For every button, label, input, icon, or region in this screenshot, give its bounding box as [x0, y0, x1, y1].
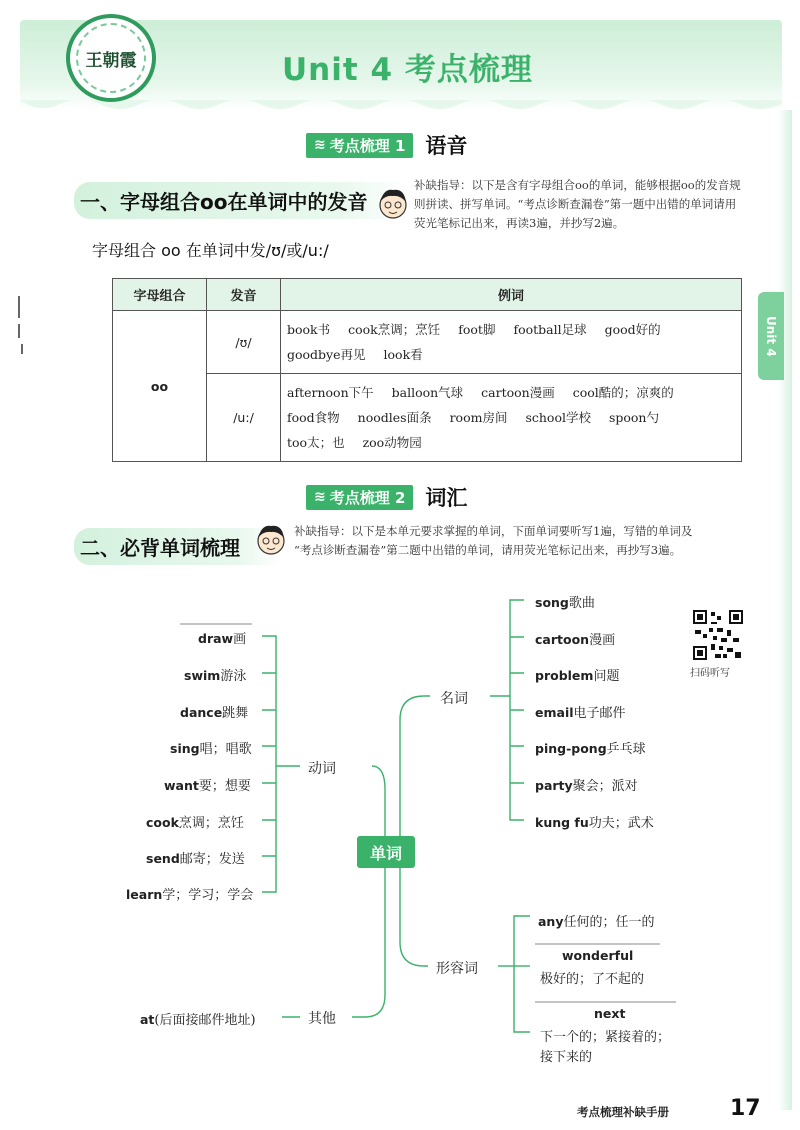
word-en: problem	[535, 668, 594, 683]
example-word: food食物	[287, 410, 340, 425]
word-zh: 功夫；武术	[588, 816, 654, 831]
letter-combo-cell: oo	[113, 311, 207, 462]
example-word: good好的	[604, 322, 661, 337]
table-header: 例词	[281, 279, 742, 311]
example-word: school学校	[525, 410, 591, 425]
noun-item	[535, 812, 654, 831]
example-word: too太；也	[287, 435, 345, 450]
word-en: email	[535, 705, 574, 720]
word-zh: 画	[233, 632, 247, 647]
adjective-item-en	[562, 948, 633, 964]
branch-verbs: 动词	[300, 756, 344, 780]
word-en: party	[535, 778, 573, 793]
example-word: cartoon漫画	[481, 385, 555, 400]
pronunciation-intro: 字母组合 oo 在单词中发/ʊ/或/u:/	[92, 241, 329, 260]
verb-item	[170, 738, 252, 757]
wave-icon: ≋	[314, 489, 326, 505]
adjective-item-zh: 接下来的	[540, 1050, 593, 1065]
word-en: cook	[146, 815, 179, 830]
word-en: want	[164, 778, 199, 793]
section1-subheading: 一、字母组合oo在单词中的发音	[74, 182, 407, 219]
verb-item	[146, 812, 244, 831]
noun-item	[535, 775, 638, 794]
section1-title: 语音	[425, 134, 468, 158]
word-en: draw	[198, 631, 234, 646]
example-word: room房间	[449, 410, 508, 425]
word-zh: 问题	[593, 669, 620, 684]
word-en: send	[146, 851, 180, 866]
page-title: Unit 4 考点梳理	[282, 52, 533, 88]
word-zh: 漫画	[589, 633, 616, 648]
table-header: 发音	[207, 279, 281, 311]
word-en: wonderful	[562, 948, 634, 963]
qr-code-icon	[693, 610, 743, 660]
word-zh: 跳舞	[222, 706, 249, 721]
example-word: balloon气球	[391, 385, 464, 400]
word-en: dance	[180, 705, 223, 720]
word-en: cartoon	[535, 632, 590, 647]
mindmap-center: 单词	[357, 836, 415, 868]
word-zh: 学；学习；学会	[162, 888, 254, 903]
word-zh: 要；想要	[198, 779, 251, 794]
sound-cell: /ʊ/	[207, 311, 281, 374]
word-zh: 邮寄；发送	[179, 852, 245, 867]
word-zh: (后面接邮件地址)	[154, 1013, 256, 1028]
noun-item	[535, 702, 626, 721]
verb-item	[164, 775, 251, 794]
footer-text: 考点梳理补缺手册	[577, 1105, 669, 1119]
qr-label: 扫码听写	[690, 668, 730, 679]
unit-side-tab: Unit 4	[758, 292, 784, 380]
word-en: sing	[170, 741, 200, 756]
adjective-item-en	[594, 1006, 625, 1022]
adjective-item-zh: 极好的；了不起的	[540, 972, 645, 987]
word-zh: 乒乓球	[606, 742, 646, 757]
section2-tag-label: 考点梳理 2	[329, 488, 406, 507]
word-zh: 电子邮件	[573, 706, 626, 721]
example-word: afternoon下午	[287, 385, 374, 400]
sound-cell: /u:/	[207, 374, 281, 462]
word-en: swim	[184, 668, 221, 683]
example-word: zoo动物园	[362, 435, 422, 450]
word-zh: 聚会；派对	[572, 779, 638, 794]
verb-item	[184, 665, 246, 684]
adjective-item-zh: 下一个的；紧接着的；	[540, 1030, 671, 1045]
example-word: spoon勺	[608, 410, 659, 425]
section2-note-line: “考点诊断查漏卷”第二题中出错的单词，请用荧光笔标记出来，再抄写3遍。	[294, 543, 682, 557]
branch-nouns: 名词	[432, 686, 476, 710]
wave-icon: ≋	[314, 137, 326, 153]
section2-subheading: 二、必背单词梳理	[74, 528, 280, 565]
noun-item	[535, 738, 646, 757]
verb-item	[146, 848, 245, 867]
noun-item	[535, 665, 619, 684]
table-header: 字母组合	[113, 279, 207, 311]
word-en: song	[535, 595, 569, 610]
adjective-item	[538, 911, 655, 930]
section2-note-line: 补缺指导：以下是本单元要求掌握的单词，下面单词要听写1遍，写错的单词及	[294, 524, 693, 538]
section1-tag-label: 考点梳理 1	[329, 136, 406, 155]
example-word: cool酷的；凉爽的	[572, 385, 674, 400]
word-zh: 任何的；任一的	[563, 915, 655, 930]
word-zh: 烹调；烹饪	[178, 816, 244, 831]
logo-text: 王朝霞	[85, 50, 137, 71]
example-word: goodbye再见	[287, 347, 366, 362]
verb-item	[180, 702, 248, 721]
example-word: noodles面条	[357, 410, 432, 425]
word-en: any	[538, 914, 564, 929]
example-word: football足球	[513, 322, 587, 337]
example-word: foot脚	[458, 322, 496, 337]
word-en: ping-pong	[535, 741, 607, 756]
noun-item	[535, 629, 615, 648]
word-en: next	[594, 1006, 626, 1021]
example-word: cook烹调；烹饪	[348, 322, 441, 337]
verb-item	[198, 628, 246, 647]
word-zh: 游泳	[220, 669, 247, 684]
other-item	[140, 1009, 256, 1028]
noun-item	[535, 592, 595, 611]
branch-other: 其他	[300, 1006, 344, 1030]
branch-adjectives: 形容词	[428, 956, 486, 980]
section1-note: 补缺指导：以下是含有字母组合oo的单词，能够根据oo的发音规则拼读、拼写单词。“考点诊断查漏卷”第一题中出错的单词请用荧光笔标记出来，再读3遍，并抄写2遍。	[414, 178, 741, 230]
word-en: at	[140, 1012, 155, 1027]
section2-title: 词汇	[425, 486, 468, 510]
word-en: learn	[126, 887, 163, 902]
word-zh: 唱；唱歌	[199, 742, 252, 757]
word-zh: 歌曲	[568, 596, 595, 611]
example-word: look看	[383, 347, 423, 362]
page-number: 17	[730, 1096, 761, 1121]
word-en: kung fu	[535, 815, 589, 830]
example-word: book书	[287, 322, 331, 337]
verb-item	[126, 884, 253, 903]
